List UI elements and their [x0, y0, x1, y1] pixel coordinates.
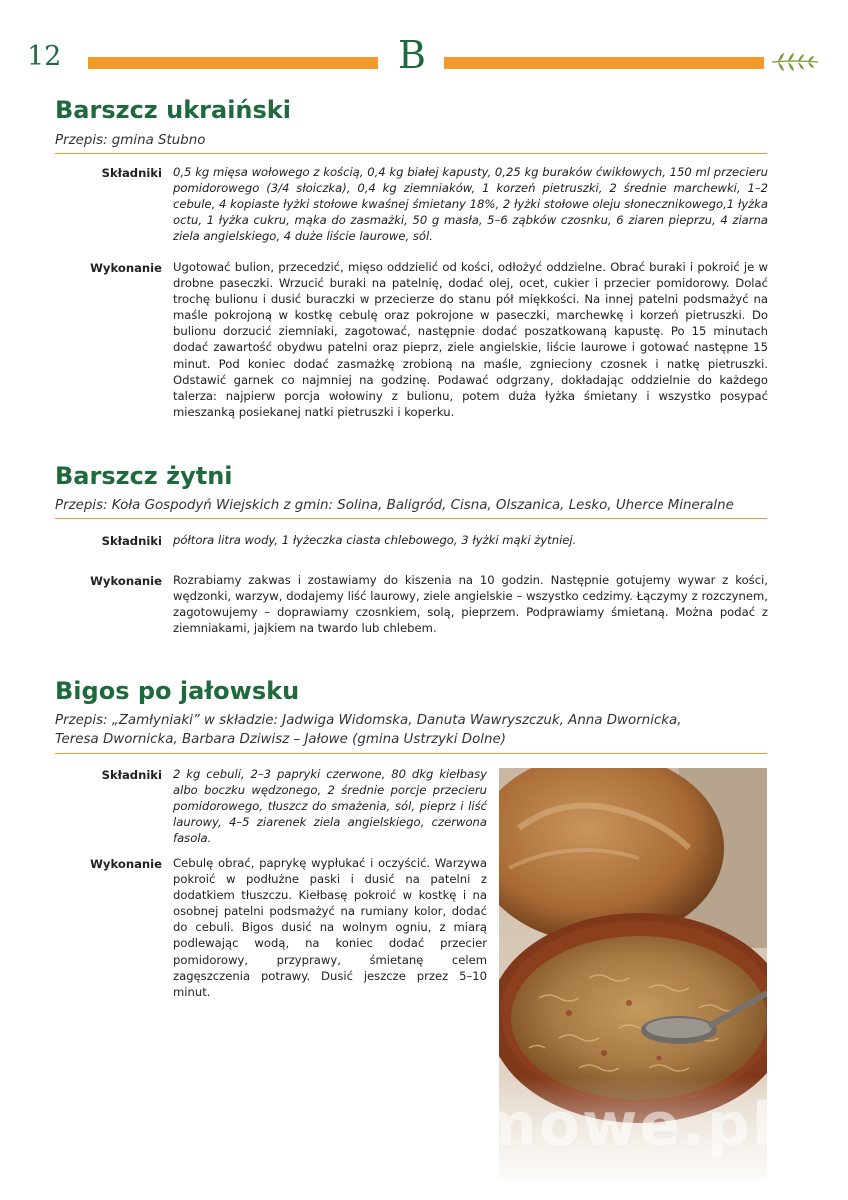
recipe-source: Przepis: Koła Gospodyń Wiejskich z gmin: Solina, Baligród, Cisna, Olszanica, Lesko, Uherce Mineralne	[55, 498, 734, 513]
method-text: Cebulę obrać, paprykę wypłukać i oczyścić. Warzywa pokroić w podłużne paski i dusić na patelni z dodatkiem tłuszczu. Kiełbasę pokroić w kostkę i na osobnej patelni podsmażyć na rumiany kolor, dodać do cebuli. Bigos dusić na wolnym ogniu, z miarą podlewając wodą, na koniec dodać przecier pomidorowy, przyprawy, śmietanę celem zagęszczenia potrawy. Dusić jeszcze przez 5–10 minut.	[173, 856, 487, 999]
ingredients-label: Składniki	[101, 768, 162, 782]
divider	[55, 518, 767, 519]
header-bar-right	[444, 57, 764, 69]
section-letter: B	[398, 33, 426, 77]
recipe-title-barszcz-zytni: Barszcz żytni	[55, 462, 233, 490]
recipe-source-line-2: Teresa Dwornicka, Barbara Dziwisz – Jałowe (gmina Ustrzyki Dolne)	[55, 732, 506, 747]
recipe-title-barszcz-ukrainski: Barszcz ukraiński	[55, 96, 291, 124]
leaf-ornament-icon	[770, 50, 820, 74]
method-label: Wykonanie	[90, 857, 162, 871]
divider	[55, 153, 767, 154]
ingredients-label: Składniki	[101, 534, 162, 548]
recipe-source-line-1: Przepis: „Zamłyniaki” w składzie: Jadwiga Widomska, Danuta Wawryszczuk, Anna Dwornicka,	[55, 713, 682, 728]
ingredients-text: 0,5 kg mięsa wołowego z kością, 0,4 kg białej kapusty, 0,25 kg buraków ćwikłowych, 150 ml przecieru pomidorowego (3/4 słoiczka), 0,4 kg ziemniaków, 1 korzeń pietruszki, 2 średnie marchewki, 1–2 cebule, 4 kopiaste łyżki stołowe kwaśnej śmietany 18%, 2 łyżki stołowe oleju słonecznikowego,1 łyżka octu, 1 łyżka cukru, mąka do zasmażki, 50 g masła, 5–6 ząbków czosnku, 6 ziaren pieprzu, 4 ziarna ziela angielskiego, 4 duże liście laurowe, sól.	[173, 165, 768, 244]
page-number: 12	[27, 41, 62, 72]
divider	[55, 753, 767, 754]
ingredients-text: półtora litra wody, 1 łyżeczka ciasta chlebowego, 3 łyżki mąki żytniej.	[173, 533, 577, 547]
method-text: Rozrabiamy zakwas i zostawiamy do kiszenia na 10 godzin. Następnie gotujemy wywar z kości, wędzonki, warzyw, dodajemy liść laurowy, ziele angielskie – wszystko cedzimy. Łączymy z rozczynem, zagotowujemy – doprawiamy czosnkiem, solą, pieprzem. Podprawiamy śmietaną. Można podać z ziemniakami, jajkiem na twardo lub chlebem.	[173, 573, 768, 636]
ingredients-label: Składniki	[101, 166, 162, 180]
header-bar-left	[88, 57, 378, 69]
watermark: wedlinydomowe.pl	[110, 1090, 775, 1160]
method-text: Ugotować bulion, przecedzić, mięso oddzielić od kości, odłożyć oddzielne. Obrać buraki i pokroić je w drobne paseczki. Wrzucić buraki na patelnię, dodać olej, ocet, cukier i przecier pomidorowy. Dolać trochę bulionu i dusić buraczki w przecierze do stanu pół miękkości. Na innej patelni podsmażyć na maśle pokrojoną w kostkę cebulę oraz pokrojone w paseczki, marchewkę i korzeń pietruszki. Do bulionu dorzucić ziemniaki, zagotować, następnie dodać poszatkowaną kapustę. Po 15 minutach dodać zawartość obydwu patelni oraz pieprz, ziele angielskie, liście laurowe i gotować następne 15 minut. Pod koniec dodać zasmażkę zrobioną na maśle, zgnieciony czosnek i natkę pietruszki. Odstawić garnek co najmniej na godzinę. Podawać odgrzany, dokładając oddzielnie do każdego talerza: najpierw porcja wołowiny z bulionu, potem duża łyżka śmietany i wszystko posypać mieszanką posiekanej natki pietruszki i koperku.	[173, 260, 768, 419]
method-label: Wykonanie	[90, 574, 162, 588]
ingredients-text: 2 kg cebuli, 2–3 papryki czerwone, 80 dkg kiełbasy albo boczku wędzonego, 2 średnie porcje przecieru pomidorowego, tłuszcz do smażenia, sól, pieprz i liść laurowy, 4–5 ziarenek ziela angielskiego, czerwona fasola.	[173, 767, 487, 846]
recipe-source: Przepis: gmina Stubno	[55, 133, 206, 148]
recipe-title-bigos-po-jalowsku: Bigos po jałowsku	[55, 677, 300, 705]
method-label: Wykonanie	[90, 261, 162, 275]
